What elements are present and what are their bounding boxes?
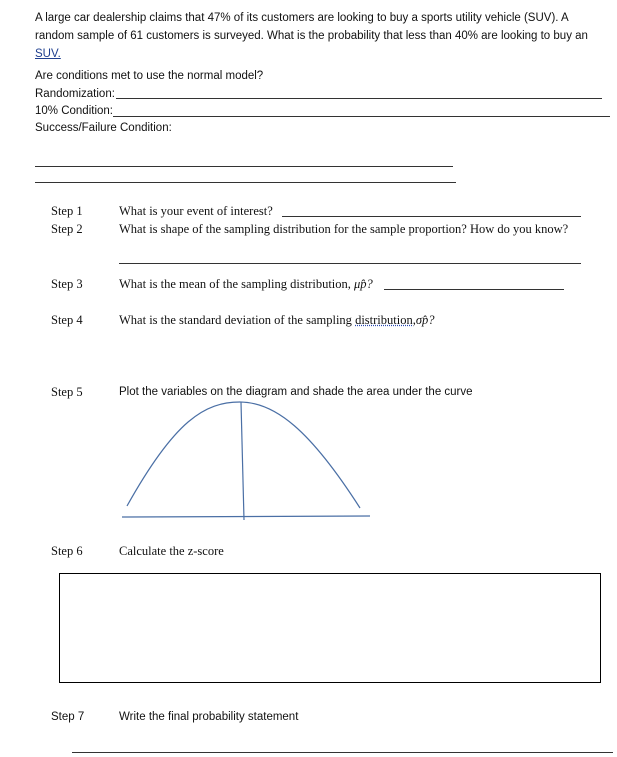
step-1-label: Step 1	[51, 204, 83, 218]
center-line	[241, 402, 244, 520]
step-4-question-underlined: distribution,	[355, 313, 416, 327]
step-6-label: Step 6	[51, 544, 83, 558]
step-7-instruction: Write the final probability statement	[119, 711, 299, 723]
problem-suv-link: SUV.	[35, 48, 61, 60]
step-5-instruction: Plot the variables on the diagram and shade the area under the curve	[119, 386, 473, 398]
conditions-question: Are conditions met to use the normal model?	[35, 70, 264, 82]
step-5-label: Step 5	[51, 385, 83, 399]
step-3-question-text: What is the mean of the sampling distribution,	[119, 277, 355, 291]
step-2-label: Step 2	[51, 222, 83, 236]
step-2-question: What is shape of the sampling distribution for the sample proportion? How do you know?	[119, 222, 569, 236]
step-4-sigma-symbol: σp̂?	[415, 313, 435, 327]
problem-text: A large car dealership claims that 47% of its customers are looking to buy a sports utility vehicle (SUV). A random sample of 61 customers is surveyed. What is the probability that less than 40% are looking to buy an	[35, 12, 588, 42]
step-7-label: Step 7	[51, 711, 85, 723]
step-3-mu-symbol: μp̂?	[354, 277, 373, 291]
success-failure-label: Success/Failure Condition:	[35, 122, 172, 134]
randomization-label: Randomization:	[35, 88, 115, 100]
ten-percent-label: 10% Condition:	[35, 105, 113, 117]
step-1-question: What is your event of interest?	[119, 204, 273, 218]
step-4-label: Step 4	[51, 313, 83, 327]
z-score-answer-box[interactable]	[59, 573, 601, 683]
step-3-label: Step 3	[51, 277, 83, 291]
horizontal-axis	[122, 516, 370, 517]
step-7-answer-line	[72, 752, 613, 753]
step-4-question-text: What is the standard deviation of the sampling	[119, 313, 356, 327]
step-6-instruction: Calculate the z-score	[119, 544, 224, 558]
